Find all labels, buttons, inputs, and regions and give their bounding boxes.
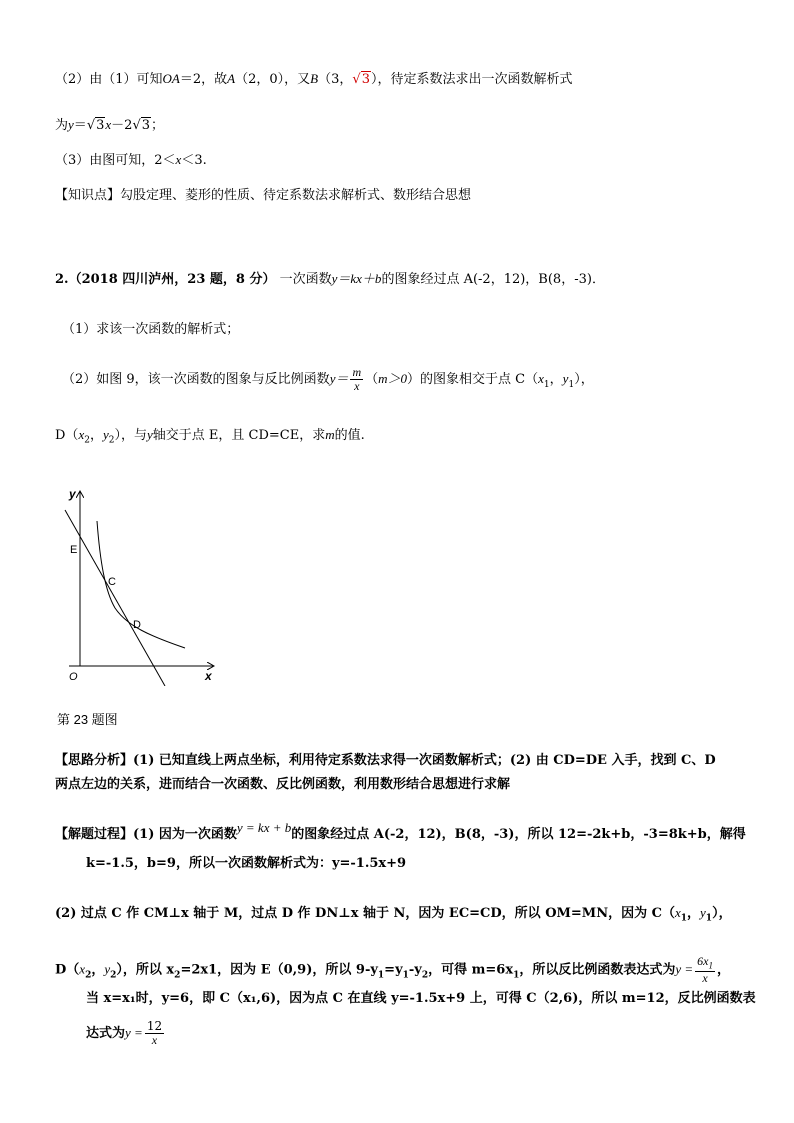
sqrt-3: √3 bbox=[86, 118, 105, 133]
fraction-6x1-over-x: $\frac{6x_1}{x}$ bbox=[697, 954, 713, 986]
fraction-12-over-x: $\frac{12}{x}$ bbox=[146, 1019, 163, 1048]
solution-line-4: $D(x_2$，$y_2$），所以 $x_2=2x1$，因为 E（0,9)，所以 $9-y_1=y_1-y_2$，可得 $m=6x_1$，所以反比例函数表达式为y = $\frac{6x_1}{x}$ ， bbox=[55, 954, 731, 986]
function-graph-figure bbox=[55, 486, 225, 686]
x-axis-label: x bbox=[205, 669, 212, 683]
solution-line-2: （2）由（1）可知OA＝2，故A（2，0），又B（3，√3），待定系数法求出一次函数解析式 bbox=[55, 71, 573, 87]
figure-caption: 第 23 题图 bbox=[57, 712, 118, 727]
solution-line-5: 当 x=x₁时，y=6，即 C（x₁,6)，因为点 C 在直线 y=-1.5x+9 上，可得 C（2,6)，所以 m=12，反比例函数表 bbox=[86, 991, 756, 1006]
question-2: （2）如图 9，该一次函数的图象与反比例函数y＝ $\frac{m}{x}$ （m＞0）的图象相交于点 $C(x_1$，$y_1$）， bbox=[62, 365, 594, 394]
origin-label: O bbox=[69, 671, 78, 683]
solution-line-6: 达式为y = $\frac{12}{x}$ bbox=[86, 1019, 163, 1048]
analysis-line-2: 两点左边的关系，进而结合一次函数、反比例函数，利用数形结合思想进行求解 bbox=[55, 777, 511, 792]
point-d-label: D bbox=[133, 619, 141, 631]
solution-line-1: 【解题过程】(1) 因为一次函数y = kx + b的图象经过点 A(-2，12)，B(8，-3)，所以 12=-2k+b，-3=8k+b，解得 bbox=[55, 820, 746, 842]
problem-header: 2.（2018 四川泸州，23 题，8 分） 一次函数y＝kx＋b的图象经过点 A(-2，12)，B(8，-3)． bbox=[55, 271, 605, 287]
y-axis-label: y bbox=[69, 487, 76, 501]
solution-line-3: （3）由图可知，2＜x＜3. bbox=[55, 152, 207, 168]
question-2-cont: $D(x_2$，$y_2$），与y轴交于点 E，且 CD=CE，求m的值. bbox=[55, 427, 365, 446]
point-e-label: E bbox=[70, 544, 78, 556]
sqrt-3: √3 bbox=[352, 72, 370, 87]
sqrt-3: √3 bbox=[132, 118, 151, 133]
fraction-m-over-x: $\frac{m}{x}$ bbox=[352, 365, 362, 394]
analysis-line-1: 【思路分析】(1) 已知直线上两点坐标，利用待定系数法求得一次函数解析式；(2) 由 CD=DE 入手，找到 C、D bbox=[55, 753, 716, 768]
question-1: （1）求该一次函数的解析式； bbox=[62, 322, 240, 337]
linear-function-result: 为y＝√3x－2√3； bbox=[55, 117, 165, 133]
knowledge-points: 【知识点】勾股定理、菱形的性质、待定系数法求解析式、数形结合思想 bbox=[55, 188, 472, 203]
solution-line-2: k=-1.5，b=9，所以一次函数解析式为：y=-1.5x+9 bbox=[86, 856, 407, 871]
point-c-label: C bbox=[108, 576, 116, 588]
solution-line-3: (2) 过点 C 作 CM⊥x 轴于 M，过点 D 作 DN⊥x 轴于 N，因为 EC=CD，所以 OM=MN，因为 $C(x_1$，$y_1$）， bbox=[55, 905, 732, 924]
